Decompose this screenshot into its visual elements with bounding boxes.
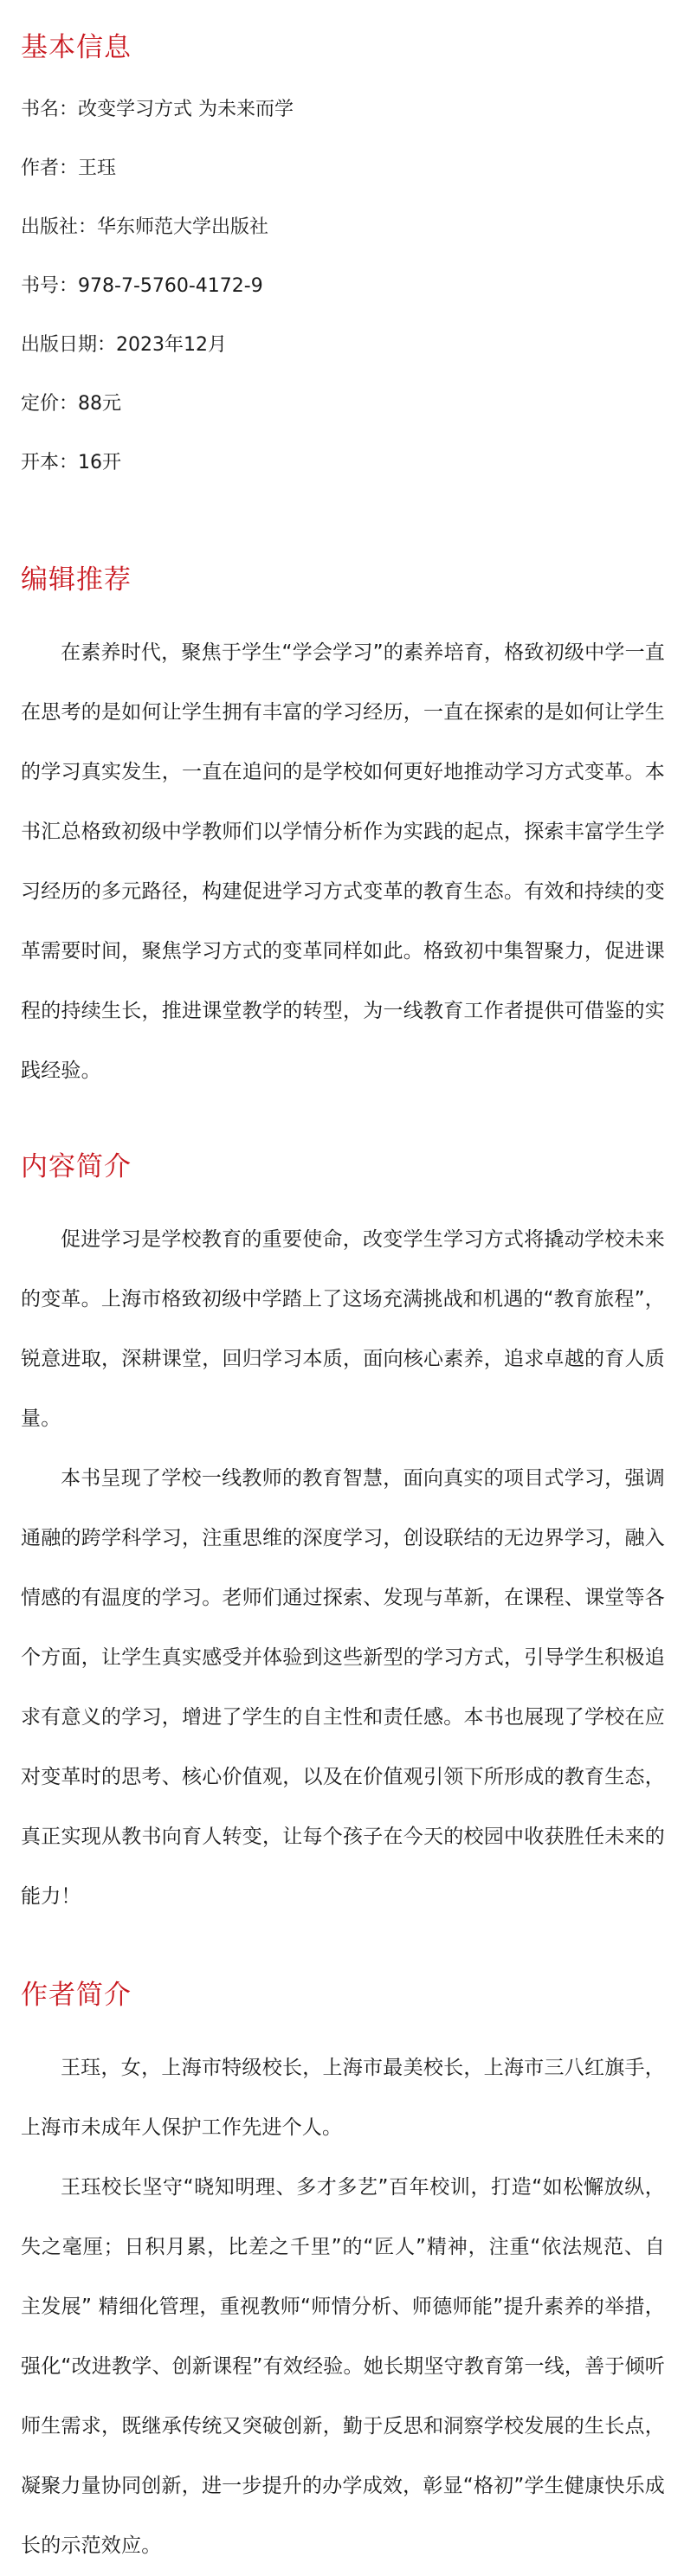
author-intro-title: 作者简介 [21, 1980, 132, 2011]
content-intro-section [21, 1151, 665, 1927]
info-label: 出版日期： [21, 334, 117, 356]
info-value: 978-7-5760-4172-9 [78, 275, 263, 297]
info-value: 88元 [78, 393, 122, 415]
info-label: 定价： [21, 393, 79, 415]
editor-recommendation-paragraph: 在素养时代，聚焦于学生“学会学习”的素养培育，格致初级中学一直在思考的是如何让学生拥有丰富的学习经历，一直在探索的是如何让学生的学习真实发生，一直在追问的是学校如何更好地推动学习方式变革。本书汇总格致初级中学教师们以学情分析作为实践的起点，探索丰富学生学习经历的多元路径，构建促进学习方式变革的教育生态。有效和持续的变革需要时间，聚焦学习方式的变革同样如此。格致初中集智聚力，促进课程的持续生长，推进课堂教学的转型，为一线教育工作者提供可借鉴的实践经验。 [21, 641, 665, 1082]
content-intro-paragraph-2: 本书呈现了学校一线教师的教育智慧，面向真实的项目式学习，强调通融的跨学科学习，注重思维的深度学习，创设联结的无边界学习，融入情感的有温度的学习。老师们通过探索、发现与革新，在课程、课堂等各个方面，让学生真实感受并体验到这些新型的学习方式，引导学生积极追求有意义的学习，增进了学生的自主性和责任感。本书也展现了学校在应对变革时的思考、核心价值观，以及在价值观引领下所形成的教育生态，真正实现从教书向育人转变，让每个孩子在今天的校园中收获胜任未来的能力！ [21, 1467, 665, 1908]
author-intro-paragraph-1: 王珏，女，上海市特级校长，上海市最美校长，上海市三八红旗手，上海市未成年人保护工作先进个人。 [21, 2057, 665, 2139]
author-intro-paragraph-2: 王珏校长坚守“晓知明理、多才多艺”百年校训，打造“如松懈放纵，失之毫厘；日积月累，比差之千里”的“匠人”精神，注重“依法规范、自主发展” 精细化管理，重视教师“师情分析、师德师能”提升素养的举措，强化“改进教学、创新课程”有效经验。她长期坚守教育第一线，善于倾听师生需求，既继承传统又突破创新，勤于反思和洞察学校发展的生长点，凝聚力量协同创新，进一步提升的办学成效，彰显“格初”学生健康快乐成长的示范效应。 [21, 2176, 665, 2557]
editor-recommendation-title: 编辑推荐 [21, 564, 132, 596]
info-value: 改变学习方式 为未来而学 [78, 99, 294, 120]
info-label: 书名： [21, 99, 79, 120]
content-intro-title: 内容简介 [21, 1151, 132, 1182]
info-value: 16开 [78, 452, 122, 473]
info-label: 出版社： [21, 216, 98, 238]
info-publish-date [21, 335, 665, 355]
content-intro-paragraph-1: 促进学习是学校教育的重要使命，改变学生学习方式将撬动学校未来的变革。上海市格致初级中学踏上了这场充满挑战和机遇的“教育旅程”，锐意进取，深耕课堂，回归学习本质，面向核心素养，追求卓越的育人质量。 [21, 1228, 665, 1430]
info-author [21, 158, 665, 178]
info-value: 华东师范大学出版社 [97, 216, 269, 238]
info-value: 王珏 [78, 158, 117, 179]
editor-recommendation-section [21, 564, 665, 1101]
info-label: 书号： [21, 275, 79, 297]
basic-info-section [21, 26, 665, 512]
info-publisher [21, 217, 665, 237]
info-isbn [21, 276, 665, 296]
info-format [21, 453, 665, 473]
info-label: 作者： [21, 158, 79, 179]
author-intro-section [21, 1982, 665, 2576]
info-value: 2023年12月 [116, 334, 227, 356]
info-price [21, 394, 665, 414]
info-label: 开本： [21, 452, 79, 473]
basic-info-title: 基本信息 [21, 32, 132, 63]
info-book-name [21, 100, 665, 119]
